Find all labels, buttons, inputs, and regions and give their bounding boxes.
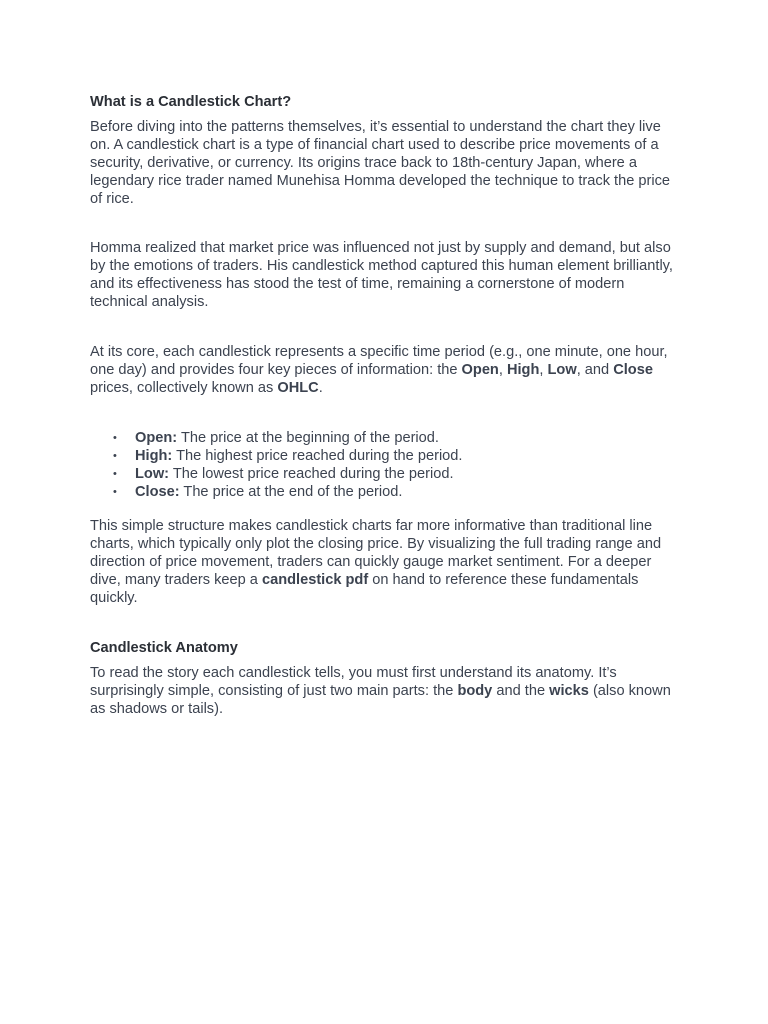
text-run: , and bbox=[576, 361, 614, 378]
list-term: Low: bbox=[135, 465, 170, 482]
paragraph-homma: Homma realized that market price was influenced not just by supply and demand, but also by the emotions of traders. His candlestick method captured this human element brilliantly, and its effectiveness has stood the test of time, remaining a cornerstone of modern technical analysis. bbox=[90, 240, 673, 311]
paragraph-anatomy bbox=[90, 665, 680, 719]
list-term: High: bbox=[135, 447, 173, 464]
list-term: Close: bbox=[135, 483, 180, 500]
text-run: To read the story each candlestick tells, you must first understand its anatomy. It’s surprisingly simple, consisting of just two main parts: the bbox=[90, 664, 617, 699]
bold-low: Low bbox=[547, 361, 577, 378]
text-run: prices, collectively known as bbox=[90, 379, 278, 396]
text-run: on hand to reference these fundamentals quickly. bbox=[90, 572, 639, 607]
section-heading-anatomy: Candlestick Anatomy bbox=[90, 639, 238, 656]
text-run: . bbox=[318, 379, 323, 396]
text-run: and the bbox=[492, 682, 550, 699]
bullet-icon: • bbox=[113, 467, 117, 480]
list-item bbox=[113, 465, 680, 484]
bold-open: Open bbox=[461, 361, 499, 378]
text-run: At its core, each candlestick represents a specific time period (e.g., one minute, one hour, one day) and provides four key pieces of information: the bbox=[90, 344, 668, 378]
list-item bbox=[113, 483, 680, 502]
bold-candlestick-pdf: candlestick pdf bbox=[261, 572, 369, 589]
bold-wicks: wicks bbox=[549, 682, 589, 699]
text-run: (also known as shadows or tails). bbox=[90, 682, 671, 717]
list-term: Open: bbox=[135, 429, 178, 446]
text-run: , bbox=[498, 361, 507, 378]
text-run: , bbox=[539, 361, 548, 378]
ohlc-bullet-list bbox=[90, 430, 680, 502]
paragraph-ohlc-intro bbox=[90, 344, 680, 398]
section-heading-candlestick-chart: What is a Candlestick Chart? bbox=[90, 94, 292, 110]
list-text: The highest price reached during the period. bbox=[172, 447, 463, 464]
list-text: The price at the beginning of the period. bbox=[177, 429, 439, 446]
bold-body: body bbox=[457, 682, 493, 699]
list-text: The lowest price reached during the period. bbox=[169, 465, 454, 482]
bullet-icon: • bbox=[113, 485, 117, 498]
list-item bbox=[113, 447, 680, 466]
bullet-icon: • bbox=[113, 449, 117, 462]
list-text: The price at the end of the period. bbox=[179, 483, 403, 500]
bold-high: High bbox=[506, 361, 540, 378]
bold-close: Close bbox=[613, 361, 653, 378]
bullet-icon: • bbox=[113, 431, 117, 444]
list-item bbox=[113, 429, 680, 448]
paragraph-structure bbox=[90, 518, 680, 608]
paragraph-intro: Before diving into the patterns themselves, it’s essential to understand the chart they live on. A candlestick chart is a type of financial chart used to describe price movements of a security, derivative, or currency. Its origins trace back to 18th-century Japan, where a legendary rice trader named Munehisa Homma developed the technique to track the price of rice. bbox=[90, 118, 671, 207]
text-run: This simple structure makes candlestick charts far more informative than traditional line charts, which typically only plot the closing price. By visualizing the full trading range and direction of price movement, traders can quickly gauge market sentiment. For a deeper dive, many traders keep a bbox=[90, 518, 662, 589]
bold-ohlc: OHLC bbox=[277, 379, 319, 396]
